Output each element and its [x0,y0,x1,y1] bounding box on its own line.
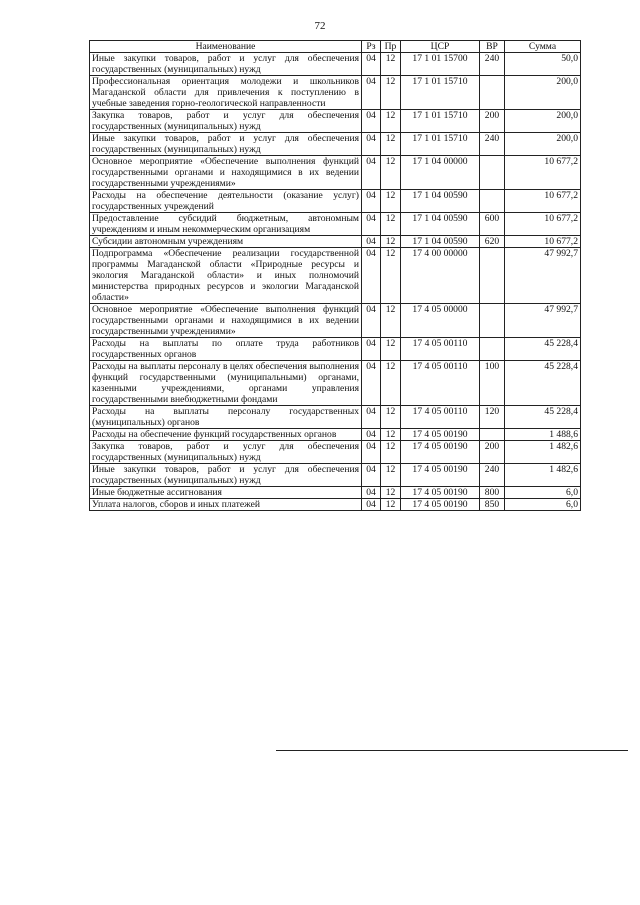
table-row [90,338,581,361]
table-row [90,441,581,464]
cell-vr: 800 [480,487,505,499]
cell-vr: 620 [480,236,505,248]
cell-name: Основное мероприятие «Обеспечение выполнения функций государственными органами и находящимися в их ведении государственными учреждениями» [90,156,362,190]
cell-csr: 17 4 05 00190 [401,441,480,464]
header-sum: Сумма [505,41,581,53]
cell-rz: 04 [362,338,381,361]
cell-csr: 17 1 04 00590 [401,213,480,236]
cell-pr: 12 [381,53,401,76]
cell-pr: 12 [381,190,401,213]
cell-rz: 04 [362,156,381,190]
cell-csr: 17 4 05 00110 [401,406,480,429]
cell-csr: 17 1 04 00590 [401,190,480,213]
cell-name: Расходы на выплаты персоналу в целях обеспечения выполнения функций государственными (муниципальными) органами, казенными учреждениями, органами управления государственными внебюджетными фондами [90,361,362,406]
cell-csr: 17 1 01 15710 [401,76,480,110]
table-row [90,304,581,338]
cell-sum: 10 677,2 [505,156,581,190]
cell-vr: 200 [480,110,505,133]
cell-pr: 12 [381,499,401,511]
cell-pr: 12 [381,441,401,464]
header-pr: Пр [381,41,401,53]
cell-name: Расходы на выплаты по оплате труда работников государственных органов [90,338,362,361]
cell-name: Закупка товаров, работ и услуг для обеспечения государственных (муниципальных) нужд [90,110,362,133]
table-row [90,110,581,133]
cell-rz: 04 [362,304,381,338]
cell-name: Основное мероприятие «Обеспечение выполнения функций государственными органами и находящимися в их ведении государственными учреждениями» [90,304,362,338]
table-body [90,53,581,511]
cell-sum: 10 677,2 [505,213,581,236]
cell-csr: 17 1 04 00590 [401,236,480,248]
cell-pr: 12 [381,406,401,429]
cell-rz: 04 [362,248,381,304]
cell-vr [480,338,505,361]
cell-csr: 17 1 04 00000 [401,156,480,190]
cell-vr [480,429,505,441]
cell-name: Иные закупки товаров, работ и услуг для обеспечения государственных (муниципальных) нужд [90,53,362,76]
cell-rz: 04 [362,110,381,133]
cell-vr: 100 [480,361,505,406]
cell-rz: 04 [362,406,381,429]
cell-rz: 04 [362,487,381,499]
cell-name: Профессиональная ориентация молодежи и школьников Магаданской области для привлечения к поступлению в учебные заведения горно-геологической направленности [90,76,362,110]
cell-csr: 17 4 05 00190 [401,464,480,487]
cell-vr: 600 [480,213,505,236]
cell-vr: 850 [480,499,505,511]
cell-csr: 17 1 01 15710 [401,133,480,156]
cell-pr: 12 [381,236,401,248]
cell-name: Иные бюджетные ассигнования [90,487,362,499]
cell-pr: 12 [381,429,401,441]
cell-csr: 17 4 05 00000 [401,304,480,338]
cell-pr: 12 [381,487,401,499]
table-row [90,53,581,76]
cell-sum: 10 677,2 [505,190,581,213]
cell-pr: 12 [381,304,401,338]
cell-name: Расходы на обеспечение деятельности (оказание услуг) государственных учреждений [90,190,362,213]
table-row [90,361,581,406]
cell-vr: 240 [480,133,505,156]
table-row [90,406,581,429]
cell-rz: 04 [362,190,381,213]
cell-vr: 240 [480,464,505,487]
cell-sum: 200,0 [505,133,581,156]
cell-name: Иные закупки товаров, работ и услуг для обеспечения государственных (муниципальных) нужд [90,464,362,487]
cell-pr: 12 [381,361,401,406]
cell-rz: 04 [362,76,381,110]
cell-sum: 47 992,7 [505,304,581,338]
table-row [90,76,581,110]
cell-sum: 1 488,6 [505,429,581,441]
cell-rz: 04 [362,361,381,406]
cell-csr: 17 4 05 00110 [401,338,480,361]
cell-sum: 10 677,2 [505,236,581,248]
cell-sum: 1 482,6 [505,441,581,464]
header-vr: ВР [480,41,505,53]
cell-csr: 17 1 01 15710 [401,110,480,133]
cell-sum: 47 992,7 [505,248,581,304]
table-row [90,429,581,441]
table-row [90,236,581,248]
cell-name: Расходы на выплаты персоналу государственных (муниципальных) органов [90,406,362,429]
cell-pr: 12 [381,213,401,236]
table-row [90,133,581,156]
cell-csr: 17 4 00 00000 [401,248,480,304]
table-row [90,464,581,487]
cell-name: Субсидии автономным учреждениям [90,236,362,248]
cell-sum: 45 228,4 [505,361,581,406]
cell-name: Иные закупки товаров, работ и услуг для обеспечения государственных (муниципальных) нужд [90,133,362,156]
cell-pr: 12 [381,110,401,133]
cell-vr [480,156,505,190]
cell-rz: 04 [362,213,381,236]
cell-rz: 04 [362,441,381,464]
cell-vr: 120 [480,406,505,429]
cell-sum: 1 482,6 [505,464,581,487]
cell-csr: 17 4 05 00190 [401,499,480,511]
cell-name: Расходы на обеспечение функций государственных органов [90,429,362,441]
cell-rz: 04 [362,429,381,441]
table-row [90,156,581,190]
cell-vr: 200 [480,441,505,464]
cell-rz: 04 [362,53,381,76]
table-row [90,487,581,499]
cell-csr: 17 4 05 00110 [401,361,480,406]
cell-vr [480,304,505,338]
cell-sum: 45 228,4 [505,338,581,361]
cell-name: Предоставление субсидий бюджетным, автономным учреждениям и иным некоммерческим организациям [90,213,362,236]
cell-rz: 04 [362,464,381,487]
cell-pr: 12 [381,133,401,156]
footer-rule [276,750,628,751]
header-csr: ЦСР [401,41,480,53]
table-header-row [90,41,581,53]
cell-csr: 17 4 05 00190 [401,487,480,499]
table-row [90,213,581,236]
cell-sum: 50,0 [505,53,581,76]
cell-sum: 200,0 [505,110,581,133]
page-number: 72 [314,20,326,32]
cell-rz: 04 [362,236,381,248]
cell-csr: 17 1 01 15700 [401,53,480,76]
cell-name: Уплата налогов, сборов и иных платежей [90,499,362,511]
cell-pr: 12 [381,156,401,190]
cell-rz: 04 [362,499,381,511]
cell-vr: 240 [480,53,505,76]
table-row [90,190,581,213]
cell-pr: 12 [381,76,401,110]
cell-csr: 17 4 05 00190 [401,429,480,441]
cell-sum: 6,0 [505,487,581,499]
cell-name: Подпрограмма «Обеспечение реализации государственной программы Магаданской области «Природные ресурсы и экология Магаданской области» и иных полномочий министерства природных ресурсов и экологии Магаданской области» [90,248,362,304]
cell-sum: 6,0 [505,499,581,511]
cell-sum: 45 228,4 [505,406,581,429]
table-row [90,499,581,511]
header-rz: Рз [362,41,381,53]
cell-vr [480,190,505,213]
cell-vr [480,248,505,304]
cell-pr: 12 [381,464,401,487]
cell-vr [480,76,505,110]
budget-table [89,40,581,511]
cell-name: Закупка товаров, работ и услуг для обеспечения государственных (муниципальных) нужд [90,441,362,464]
table-row [90,248,581,304]
cell-rz: 04 [362,133,381,156]
cell-pr: 12 [381,248,401,304]
cell-pr: 12 [381,338,401,361]
header-name: Наименование [90,41,362,53]
cell-sum: 200,0 [505,76,581,110]
